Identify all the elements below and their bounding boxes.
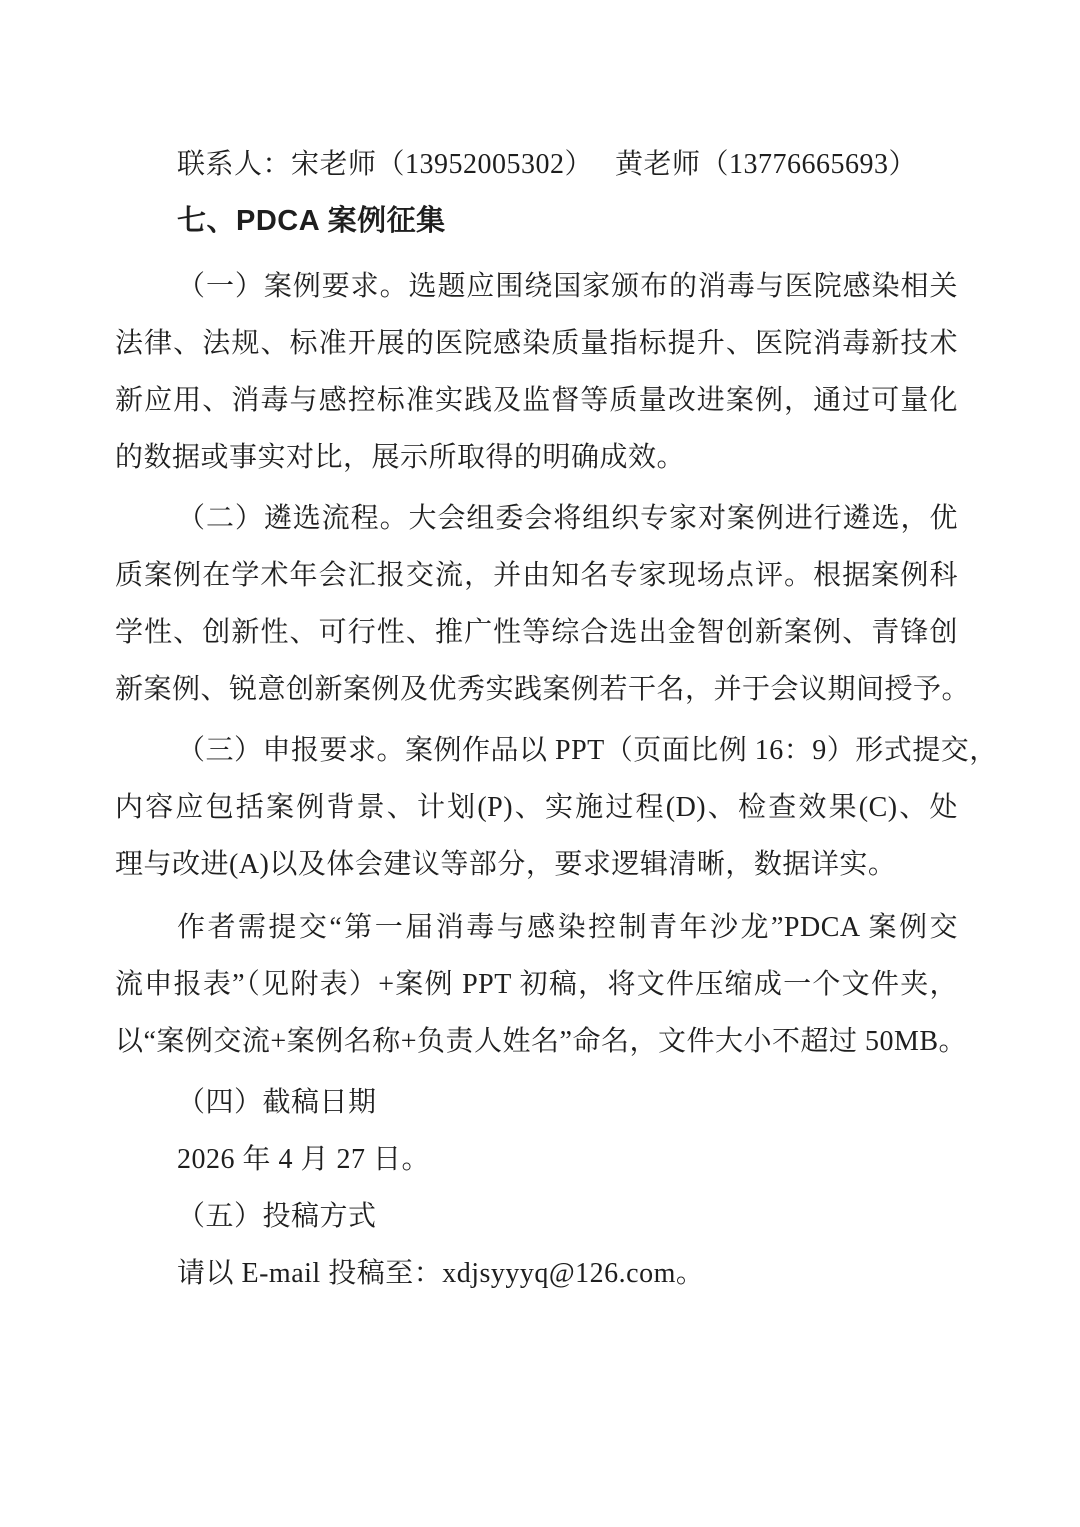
text-line: （二）遴选流程。大会组委会将组织专家对案例进行遴选，优 [177,503,958,534]
text-line: 作者需提交“第一届消毒与感染控制青年沙龙”PDCA 案例交 [177,912,958,943]
text-line: 新应用、消毒与感控标准实践及监督等质量改进案例，通过可量化 [115,385,958,416]
contact-line: 联系人：宋老师（13952005302） 黄老师（13776665693） [177,149,918,180]
text-line: 学性、创新性、可行性、推广性等综合选出金智创新案例、青锋创 [115,617,958,648]
text-line: 法律、法规、标准开展的医院感染质量指标提升、医院消毒新技术 [115,328,958,359]
paragraph-submission-requirements [115,722,998,893]
text-line: 理与改进(A)以及体会建议等部分，要求逻辑清晰，数据详实。 [115,849,897,880]
text-line: 以“案例交流+案例名称+负责人姓名”命名，文件大小不超过 50MB。 [115,1026,968,1057]
paragraph-deadline [115,1074,958,1188]
deadline-date: 2026 年 4 月 27 日。 [177,1144,431,1175]
text-line: 的数据或事实对比，展示所取得的明确成效。 [115,442,686,473]
text-line: （三）申报要求。案例作品以 PPT（页面比例 16：9）形式提交， [177,735,998,766]
text-line: （一）案例要求。选题应围绕国家颁布的消毒与医院感染相关 [177,271,958,302]
text-line: 质案例在学术年会汇报交流，并由知名专家现场点评。根据案例科 [115,560,958,591]
section-heading-pdca-case-collection: 七、PDCA 案例征集 [177,205,446,237]
paragraph-submission-method [115,1188,958,1302]
paragraph-selection-process [115,490,971,718]
submission-method-title: （五）投稿方式 [177,1201,377,1232]
text-line: 流申报表”（见附表）+案例 PPT 初稿，将文件压缩成一个文件夹， [115,969,958,1000]
paragraph-case-requirements [115,258,958,486]
submission-method-body: 请以 E-mail 投稿至：xdjsyyyq@126.com。 [177,1258,705,1289]
deadline-title: （四）截稿日期 [177,1087,377,1118]
paragraph-submission-package [115,899,968,1070]
text-line: 新案例、锐意创新案例及优秀实践案例若干名，并于会议期间授予。 [115,674,971,705]
text-line: 内容应包括案例背景、计划(P)、实施过程(D)、检查效果(C)、处 [115,792,958,823]
